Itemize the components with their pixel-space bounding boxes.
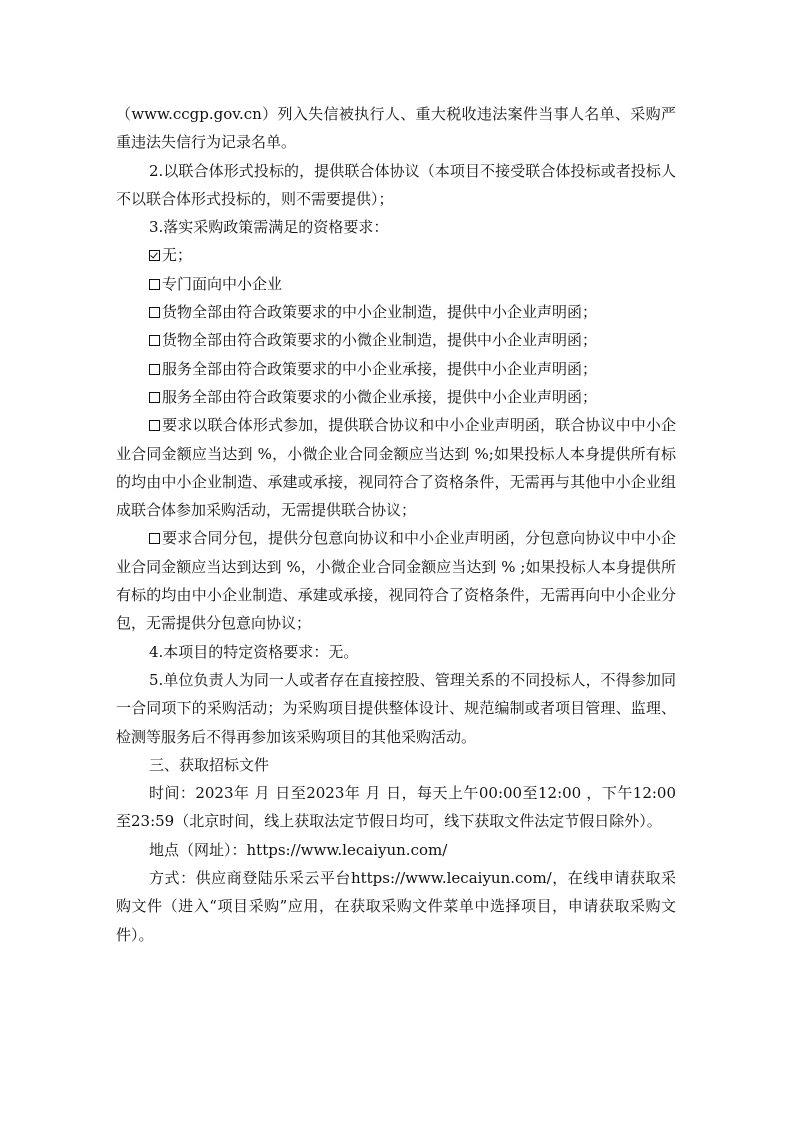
paragraph-credit-record: （www.ccgp.gov.cn）列入失信被执行人、重大税收违法案件当事人名单、采购严重违法失信行为记录名单。 (116, 105, 676, 152)
checkbox-unchecked-icon (149, 335, 160, 346)
paragraph-method: 方式：供应商登陆乐采云平台https://www.lecaiyun.com/，在线申请获取采购文件（进入“项目采购”应用，在获取采购文件菜单中选择项目，申请获取采购文件）。 (116, 869, 676, 944)
checkbox-checked-icon (149, 250, 160, 261)
option-consortium (116, 411, 676, 524)
paragraph-conflict-rule: 5.单位负责人为同一人或者存在直接控股、管理关系的不同投标人，不得参加同一合同项下的采购活动；为采购项目提供整体设计、规范编制或者项目管理、监理、检测等服务后不得再参加该采购项目的其他采购活动。 (116, 670, 676, 746)
document-page (116, 100, 676, 949)
option-goods-sme (116, 298, 676, 326)
option-goods-sme-label: 货物全部由符合政策要求的中小企业制造，提供中小企业声明函； (162, 303, 598, 322)
checkbox-unchecked-icon (149, 364, 160, 375)
option-subcontract-label: 要求合同分包，提供分包意向协议和中小企业声明函，分包意向协议中中小企业合同金额应当达到达到 %，小微企业合同金额应当达到 % ;如果投标人本身提供所有标的均由中小企业制造、承建或承接，视同符合了资格条件，无需再向中小企业分包，无需提供分包意向协议； (116, 529, 676, 633)
option-service-sme-label: 服务全部由符合政策要求的中小企业承接，提供中小企业声明函； (162, 359, 598, 378)
section-heading-obtain-documents: 三、获取招标文件 (149, 755, 270, 774)
option-goods-micro (116, 326, 676, 354)
paragraph-consortium-agreement: 2.以联合体形式投标的，提供联合体协议（本项目不接受联合体投标或者投标人不以联合体形式投标的，则不需要提供）； (116, 161, 676, 208)
option-sme-only-label: 专门面向中小企业 (162, 274, 283, 293)
option-sme-only (116, 270, 676, 298)
paragraph-time: 时间：2023年 月 日至2023年 月 日，每天上午00:00至12:00 ，下午12:00至23:59（北京时间，线上获取法定节假日均可，线下获取文件法定节假日除外）。 (116, 784, 676, 831)
option-service-micro (116, 383, 676, 411)
option-none-label: 无； (162, 246, 193, 265)
option-service-sme (116, 355, 676, 383)
checkbox-unchecked-icon (149, 420, 160, 431)
option-subcontract (116, 524, 676, 637)
paragraph-location: 地点（网址）：https://www.lecaiyun.com/ (149, 840, 448, 859)
checkbox-unchecked-icon (149, 533, 160, 544)
option-goods-micro-label: 货物全部由符合政策要求的小微企业制造，提供中小企业声明函； (162, 331, 598, 350)
checkbox-unchecked-icon (149, 392, 160, 403)
checkbox-unchecked-icon (149, 279, 160, 290)
option-none (116, 241, 676, 269)
option-service-micro-label: 服务全部由符合政策要求的小微企业承接，提供中小企业声明函； (162, 387, 598, 406)
option-consortium-label: 要求以联合体形式参加，提供联合协议和中小企业声明函，联合协议中中小企业合同金额应当达到 %，小微企业合同金额应当达到 %;如果投标人本身提供所有标的均由中小企业制造、承建或承接，视同符合了资格条件，无需再与其他中小企业组成联合体参加采购活动，无需提供联合协议； (116, 416, 676, 520)
paragraph-policy-requirements: 3.落实采购政策需满足的资格要求： (149, 218, 389, 237)
paragraph-specific-requirements: 4.本项目的特定资格要求：无。 (149, 642, 359, 661)
checkbox-unchecked-icon (149, 307, 160, 318)
